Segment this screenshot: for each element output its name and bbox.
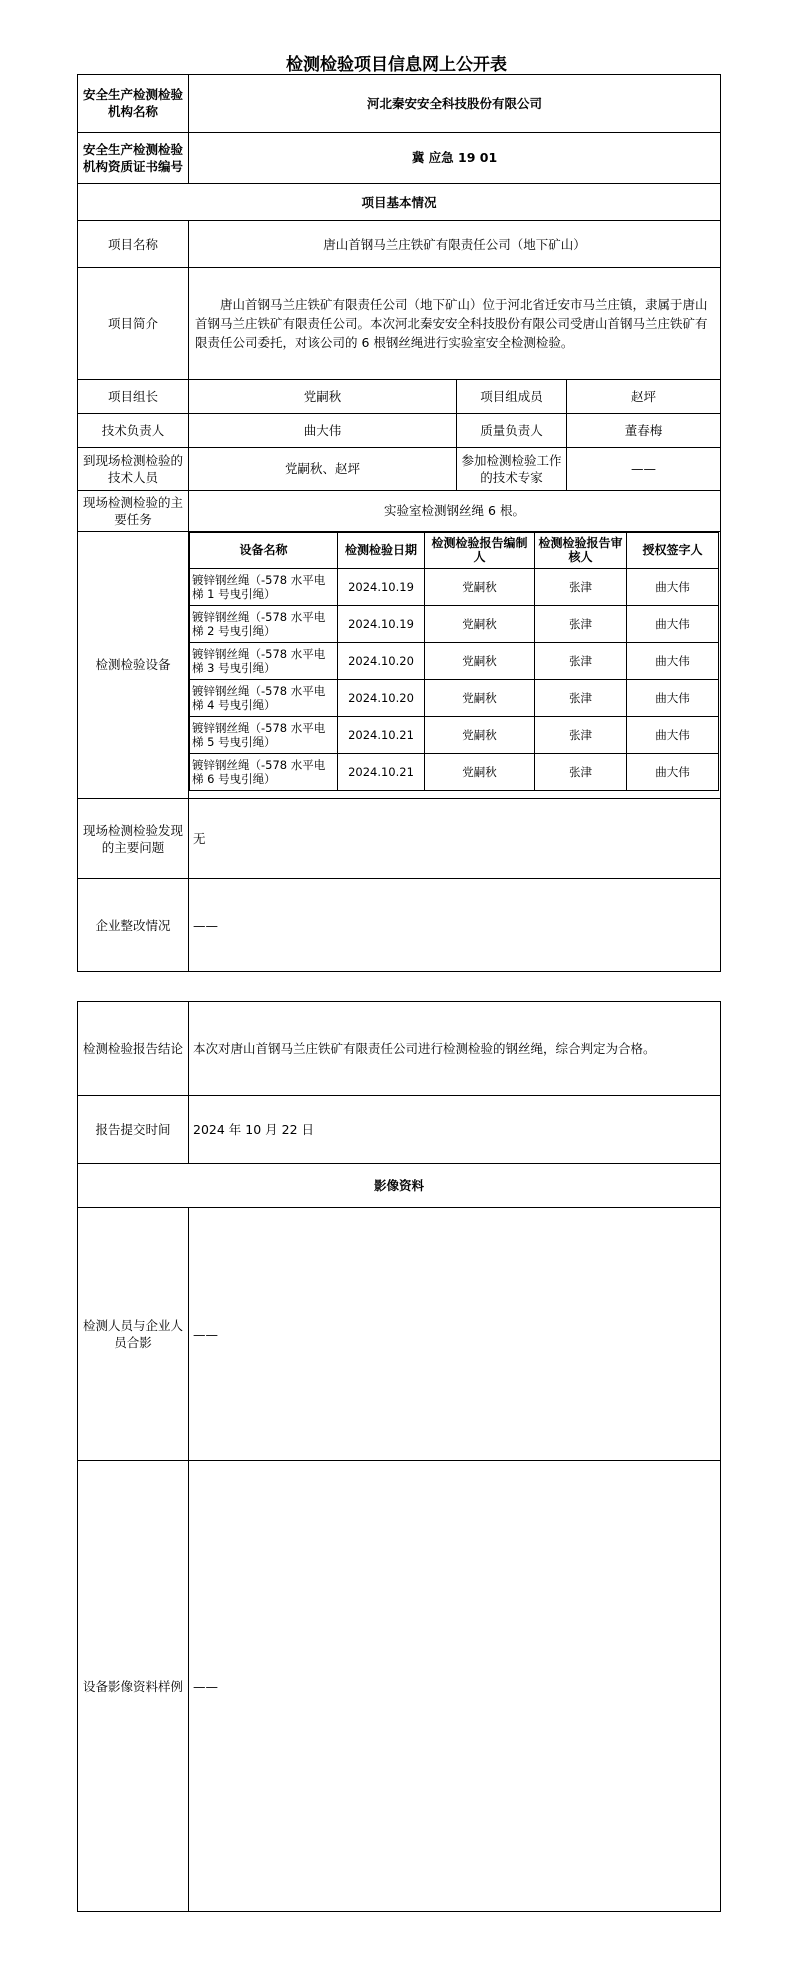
equipment-date: 2024.10.20: [338, 642, 425, 679]
conclusion-value: 本次对唐山首钢马兰庄铁矿有限责任公司进行检测检验的钢丝绳，综合判定为合格。: [189, 1002, 721, 1096]
conclusion-label: 检测检验报告结论: [78, 1002, 189, 1096]
equipment-date: 2024.10.19: [338, 568, 425, 605]
equipment-reviewer: 张津: [535, 753, 627, 790]
equipment-name: 镀锌钢丝绳（-578 水平电梯 1 号曳引绳）: [190, 568, 338, 605]
quality-lead-label: 质量负责人: [457, 414, 567, 448]
report-date-value: 2024 年 10 月 22 日: [189, 1096, 721, 1164]
equipment-name: 镀锌钢丝绳（-578 水平电梯 6 号曳引绳）: [190, 753, 338, 790]
project-intro-label: 项目简介: [78, 268, 189, 380]
rectify-label: 企业整改情况: [78, 879, 189, 972]
table-row: [190, 568, 719, 605]
equipment-header-author: 检测检验报告编制人: [425, 532, 535, 568]
images-section-title: 影像资料: [78, 1164, 721, 1208]
report-date-label: 报告提交时间: [78, 1096, 189, 1164]
page-title: 检测检验项目信息网上公开表: [286, 55, 507, 75]
equipment-header-date: 检测检验日期: [338, 532, 425, 568]
org-cert-label: 安全生产检测检验机构资质证书编号: [78, 132, 189, 183]
equipment-name: 镀锌钢丝绳（-578 水平电梯 2 号曳引绳）: [190, 605, 338, 642]
equipment-reviewer: 张津: [535, 605, 627, 642]
project-intro-value: 唐山首钢马兰庄铁矿有限责任公司（地下矿山）位于河北省迁安市马兰庄镇，隶属于唐山首钢马兰庄铁矿有限责任公司。本次河北秦安安全科技股份有限公司受唐山首钢马兰庄铁矿有限责任公司委托，对该公司的 6 根钢丝绳进行实验室安全检测检验。: [189, 268, 721, 380]
report-info-table: [77, 1001, 721, 1912]
issues-label: 现场检测检验发现的主要问题: [78, 799, 189, 879]
equipment-header-signer: 授权签字人: [627, 532, 719, 568]
equipment-images-value: ——: [189, 1461, 721, 1912]
equipment-table: [189, 532, 719, 791]
equipment-date: 2024.10.21: [338, 716, 425, 753]
section-title: 项目基本情况: [78, 184, 721, 221]
project-info-table: [77, 74, 721, 972]
project-name-value: 唐山首钢马兰庄铁矿有限责任公司（地下矿山）: [189, 221, 721, 268]
members-label: 项目组成员: [457, 380, 567, 414]
members-value: 赵坪: [567, 380, 721, 414]
equipment-signer: 曲大伟: [627, 753, 719, 790]
onsite-staff-label: 到现场检测检验的技术人员: [78, 448, 189, 490]
equipment-author: 党嗣秋: [425, 568, 535, 605]
equipment-name: 镀锌钢丝绳（-578 水平电梯 5 号曳引绳）: [190, 716, 338, 753]
equipment-signer: 曲大伟: [627, 568, 719, 605]
experts-label: 参加检测检验工作的技术专家: [457, 448, 567, 490]
issues-value: 无: [189, 799, 721, 879]
equipment-cell: [189, 531, 721, 798]
task-label: 现场检测检验的主要任务: [78, 490, 189, 531]
equipment-author: 党嗣秋: [425, 753, 535, 790]
equipment-reviewer: 张津: [535, 716, 627, 753]
equipment-reviewer: 张津: [535, 568, 627, 605]
equipment-date: 2024.10.19: [338, 605, 425, 642]
org-cert-value: 冀 应急 19 01: [189, 132, 721, 183]
project-name-label: 项目名称: [78, 221, 189, 268]
rectify-value: ——: [189, 879, 721, 972]
group-photo-value: ——: [189, 1208, 721, 1461]
table-row: [190, 716, 719, 753]
equipment-images-label: 设备影像资料样例: [78, 1461, 189, 1912]
group-photo-label: 检测人员与企业人员合影: [78, 1208, 189, 1461]
org-name-value: 河北秦安安全科技股份有限公司: [189, 75, 721, 133]
tech-lead-value: 曲大伟: [189, 414, 457, 448]
onsite-staff-value: 党嗣秋、赵坪: [189, 448, 457, 490]
equipment-reviewer: 张津: [535, 679, 627, 716]
equipment-author: 党嗣秋: [425, 642, 535, 679]
equipment-name: 镀锌钢丝绳（-578 水平电梯 4 号曳引绳）: [190, 679, 338, 716]
tech-lead-label: 技术负责人: [78, 414, 189, 448]
equipment-date: 2024.10.21: [338, 753, 425, 790]
equipment-header-name: 设备名称: [190, 532, 338, 568]
equipment-author: 党嗣秋: [425, 679, 535, 716]
equipment-date: 2024.10.20: [338, 679, 425, 716]
equipment-author: 党嗣秋: [425, 716, 535, 753]
table-row: [190, 605, 719, 642]
leader-value: 党嗣秋: [189, 380, 457, 414]
equipment-signer: 曲大伟: [627, 716, 719, 753]
org-name-label: 安全生产检测检验机构名称: [78, 75, 189, 133]
equipment-label: 检测检验设备: [78, 531, 189, 798]
equipment-reviewer: 张津: [535, 642, 627, 679]
table-row: [190, 642, 719, 679]
experts-value: ——: [567, 448, 721, 490]
equipment-author: 党嗣秋: [425, 605, 535, 642]
equipment-signer: 曲大伟: [627, 679, 719, 716]
table-row: [190, 679, 719, 716]
equipment-signer: 曲大伟: [627, 642, 719, 679]
task-value: 实验室检测钢丝绳 6 根。: [189, 490, 721, 531]
quality-lead-value: 董春梅: [567, 414, 721, 448]
table-row: [190, 753, 719, 790]
equipment-name: 镀锌钢丝绳（-578 水平电梯 3 号曳引绳）: [190, 642, 338, 679]
equipment-signer: 曲大伟: [627, 605, 719, 642]
equipment-header-reviewer: 检测检验报告审核人: [535, 532, 627, 568]
leader-label: 项目组长: [78, 380, 189, 414]
